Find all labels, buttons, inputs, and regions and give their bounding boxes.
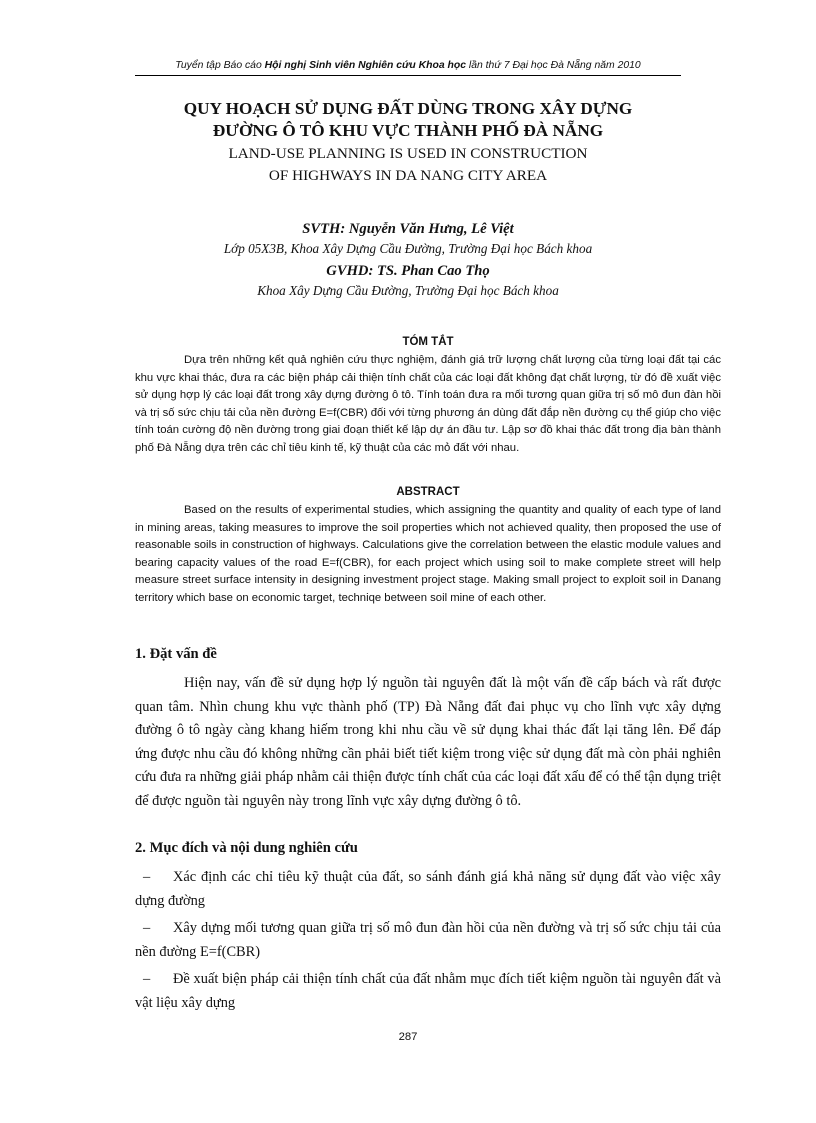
advisor-affiliation: Khoa Xây Dựng Cầu Đường, Trường Đại học Bách khoa (257, 283, 559, 298)
section-2-heading: 2. Mục đích và nội dung nghiên cứu (135, 840, 358, 856)
running-header (135, 60, 681, 76)
authors-block (130, 219, 686, 301)
title-vi-line1: QUY HOẠCH SỬ DỤNG ĐẤT DÙNG TRONG XÂY DỰNG (183, 99, 633, 118)
section-1-heading: 1. Đặt vấn đề (135, 646, 217, 662)
section-2 (135, 838, 721, 1020)
running-header-suffix: lần thứ 7 Đại học Đà Nẵng năm 2010 (466, 60, 641, 71)
running-header-prefix: Tuyển tập Báo cáo (175, 60, 265, 71)
summary-vi-heading: TÓM TẮT (402, 336, 454, 348)
list-item-text: Xây dựng mối tương quan giữa trị số mô đun đàn hồi của nền đường và trị số sức chịu tải của nền đường E=f(CBR) (135, 920, 721, 960)
summary-en-heading: ABSTRACT (396, 486, 460, 498)
summary-vi-text: Dựa trên những kết quả nghiên cứu thực nghiệm, đánh giá trữ lượng chất lượng của từng loại đất tại các khu vực khai thác, đưa ra các biện pháp cải thiện tính chất của các loại đất không đạt chất lượng, từ đó đề xuất việc sử dụng hợp lý các loại đất trong xây dựng đường ô tô. Tính toán đưa ra mối tương quan giữa trị số mô đun đàn hồi và trị số sức chịu tải của nền đường E=f(CBR) đối với từng phương án dùng đất đắp nền đường cụ thể giúp cho việc tính toán cường độ nền đường trong giai đoạn thiết kế lập dự án đầu tư. Lập sơ đồ khai thác đất trong địa bàn thành phố Đà Nẵng dựa trên các chỉ tiêu kinh tế, kỹ thuật của các mỏ đất với nhau. (135, 354, 721, 454)
list-item (135, 866, 721, 913)
student-affiliation: Lớp 05X3B, Khoa Xây Dựng Cầu Đường, Trường Đại học Bách khoa (223, 241, 593, 256)
title-en-line1: LAND-USE PLANNING IS USED IN CONSTRUCTION (228, 145, 588, 162)
summary-en (135, 484, 721, 607)
section-2-bullet-list (135, 866, 721, 1016)
dash-marker: – (143, 971, 151, 988)
section-1-paragraph: Hiện nay, vấn đề sử dụng hợp lý nguồn tài nguyên đất là một vấn đề cấp bách và rất được quan tâm. Nhìn chung khu vực thành phố (TP) Đà Nẵng đất đai phục vụ cho lĩnh vực xây dựng đường ô tô ngày càng khang hiếm trong khi nhu cầu về sử dụng khai thác đất lại tăng lên. Để đáp ứng được nhu cầu đó không những cần phải biết tiết kiệm trong việc sử dụng đất mà còn phải nghiên cứu đưa ra những giải pháp nhằm cải thiện được tính chất của các loại đất xấu để có thể tận dụng triệt để được nguồn tài nguyên này trong lĩnh vực xây dựng đường ô tô. (135, 675, 721, 809)
dash-marker: – (143, 920, 151, 937)
title-en-line2: OF HIGHWAYS IN DA NANG CITY AREA (268, 167, 548, 184)
list-item (135, 968, 721, 1015)
page-number: 287 (398, 1031, 418, 1043)
summary-en-text: Based on the results of experimental studies, which assigning the quantity and quality of each type of land in mining areas, taking measures to improve the soil properties which not achieved quality, then proposed the use of reasonable soils in construction of highways. Calculations give the correlation between the elastic module values and bearing capacity values of the road E=f(CBR), for each project which using soil to make complete street will help measure street surface intensity in designing investment project stage. Making small project to exploit soil in Danang territory which base on economic target, techniqe between soil mine of each other. (135, 504, 721, 604)
list-item (135, 917, 721, 964)
dash-marker: – (143, 869, 151, 885)
title-vi-line2: ĐƯỜNG Ô TÔ KHU VỰC THÀNH PHỐ ĐÀ NẴNG (212, 121, 604, 140)
title-block (130, 98, 686, 187)
list-item-text: Đề xuất biện pháp cải thiện tính chất của đất nhằm mục đích tiết kiệm nguồn tài nguyên đất và vật liệu xây dựng (135, 971, 721, 1011)
section-1 (135, 644, 721, 814)
advisor: GVHD: TS. Phan Cao Thọ (326, 263, 490, 279)
list-item-text: Xác định các chỉ tiêu kỹ thuật của đất, so sánh đánh giá khả năng sử dụng đất vào việc xây dựng đường (135, 869, 721, 909)
summary-vi (135, 334, 721, 457)
student-authors: SVTH: Nguyễn Văn Hưng, Lê Việt (302, 221, 514, 237)
running-header-bold: Hội nghị Sinh viên Nghiên cứu Khoa học (264, 60, 467, 71)
